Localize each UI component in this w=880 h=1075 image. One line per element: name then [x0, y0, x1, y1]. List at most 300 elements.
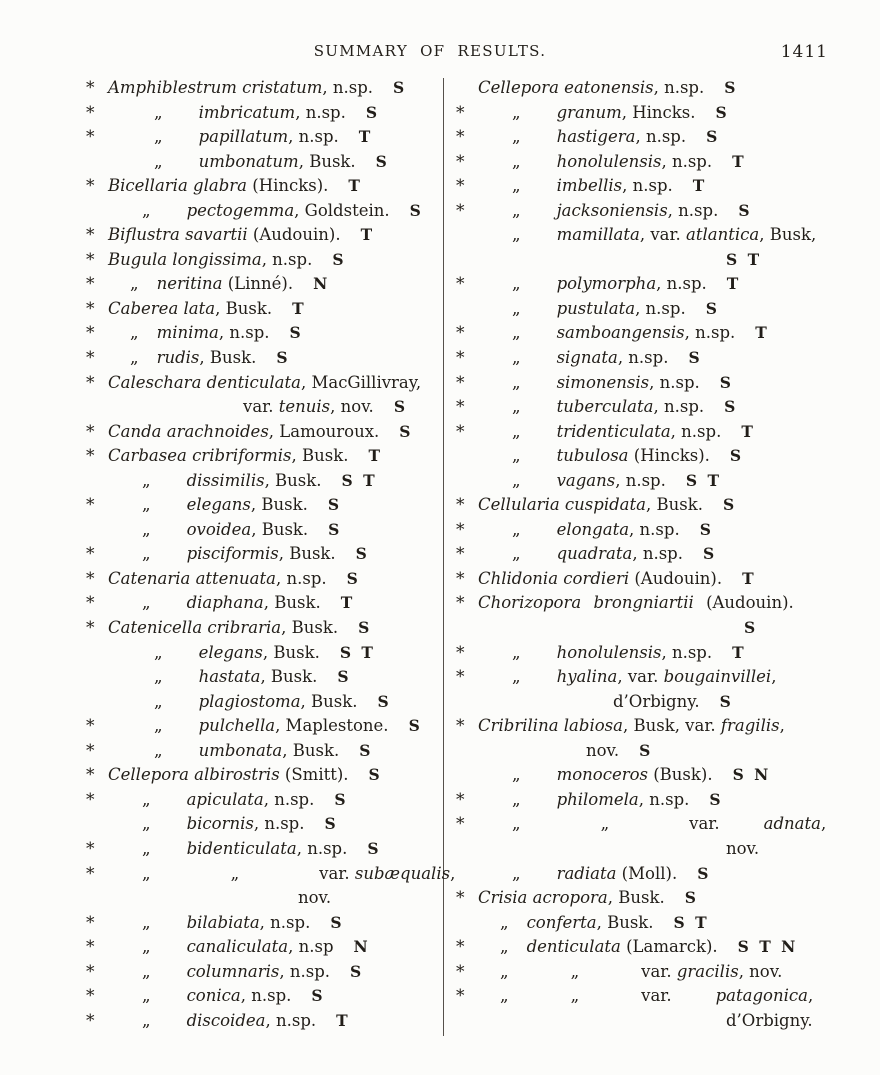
authority-text: , n.sp. — [629, 519, 680, 539]
ditto-mark: „ — [142, 495, 151, 515]
entry-line — [456, 714, 874, 739]
asterisk-marker: * — [456, 593, 465, 614]
entry-text — [108, 886, 435, 911]
entry-text — [108, 321, 435, 346]
ditto-mark: „ — [512, 544, 521, 564]
station-letters: S — [639, 740, 651, 760]
entry-text — [478, 272, 874, 297]
authority-text: , n.sp — [288, 937, 334, 957]
entry-text — [478, 420, 874, 445]
species-name: Caleschara denticulata — [108, 372, 301, 392]
asterisk-marker: * — [86, 421, 95, 442]
species-name: mamillata — [556, 225, 640, 245]
authority-text: , n.sp. — [263, 789, 315, 809]
authority-text: (Audouin). — [629, 568, 723, 588]
asterisk-marker: * — [86, 127, 95, 148]
species-name: columnaris — [186, 961, 280, 981]
species-name: plagiostoma — [198, 691, 301, 711]
species-name: conica — [186, 986, 241, 1006]
asterisk-marker: * — [86, 372, 95, 393]
station-letters: S — [409, 200, 421, 220]
asterisk-marker: * — [86, 838, 95, 859]
ditto-mark: „ — [600, 814, 610, 834]
entry-text — [108, 199, 435, 224]
entry-text — [108, 763, 435, 788]
species-name: Catenicella cribraria — [108, 618, 282, 638]
ditto-mark: „ — [512, 519, 521, 539]
entry-line — [456, 812, 874, 837]
asterisk-spacer — [456, 616, 478, 641]
authority-text: , Busk. — [281, 618, 339, 638]
asterisk-marker: * — [456, 274, 465, 295]
authority-text: , — [820, 814, 827, 834]
authority-text: , nov. — [738, 961, 783, 981]
species-name: imbricatum — [198, 102, 296, 122]
entry-text — [108, 395, 435, 420]
entry-line — [456, 788, 874, 813]
entry-line — [86, 371, 435, 396]
entry-text — [108, 542, 435, 567]
asterisk-marker: * — [86, 323, 95, 344]
entry-text — [108, 223, 435, 248]
ditto-mark: „ — [142, 1010, 151, 1030]
authority-text: , Busk. — [596, 912, 654, 932]
station-letters: S — [346, 568, 358, 588]
ditto-mark: „ — [512, 446, 521, 466]
station-letters: S — [724, 397, 736, 417]
entry-line — [86, 76, 435, 101]
ditto-mark: „ — [142, 470, 151, 490]
species-name: elongata — [556, 519, 630, 539]
entry-line — [86, 150, 435, 175]
asterisk-marker: * — [456, 151, 465, 172]
authority-text: , n.sp. — [253, 814, 305, 834]
species-name: vagans — [556, 470, 616, 490]
entry-line — [86, 739, 435, 764]
entry-text — [478, 714, 874, 739]
entry-text — [478, 469, 874, 494]
asterisk-marker: * — [456, 397, 465, 418]
entry-text — [108, 591, 435, 616]
ditto-mark: „ — [154, 151, 163, 171]
entry-text — [108, 518, 435, 543]
station-letters: N — [353, 937, 368, 957]
ditto-mark: „ — [512, 151, 521, 171]
authority-text: , n.sp. — [638, 789, 690, 809]
entry-line — [456, 371, 874, 396]
species-name: Cribrilina labiosa — [478, 716, 623, 736]
authority-text: , Busk. — [251, 519, 309, 539]
station-letters: S T — [685, 470, 719, 490]
entry-line — [86, 591, 435, 616]
authority-text: , n.sp. — [653, 78, 705, 97]
asterisk-marker: * — [86, 961, 95, 982]
ditto-mark: „ — [500, 986, 509, 1006]
species-name: polymorpha — [556, 274, 657, 294]
ditto-mark: „ — [512, 348, 521, 368]
species-name: pulchella — [198, 716, 276, 736]
station-letters: T — [741, 421, 753, 441]
species-name: imbellis — [556, 176, 623, 196]
authority-text: , n.sp. — [635, 298, 686, 318]
entry-line — [86, 174, 435, 199]
species-name: Amphiblestrum cristatum — [108, 78, 323, 97]
entry-text — [108, 690, 435, 715]
entry-line — [456, 444, 874, 469]
ditto-mark: „ — [142, 519, 151, 539]
authority-text: (Moll). — [616, 863, 678, 883]
entry-text — [478, 788, 874, 813]
species-name: tubulosa — [556, 446, 629, 466]
station-letters: S — [399, 421, 411, 441]
ditto-mark: „ — [512, 642, 521, 662]
entry-text — [108, 812, 435, 837]
asterisk-marker: * — [86, 446, 95, 467]
species-name: tridenticulata — [556, 421, 671, 441]
ditto-mark: „ — [512, 298, 521, 318]
ditto-mark: „ — [512, 127, 521, 147]
station-letters: S — [688, 348, 700, 368]
station-letters: T — [726, 274, 739, 294]
ditto-mark: „ — [512, 814, 521, 834]
species-name: umbonata — [198, 740, 283, 760]
entry-text — [478, 960, 874, 985]
authority-text: , n.sp. — [615, 470, 666, 490]
species-name: Bicellaria glabra — [108, 176, 248, 196]
entry-line — [456, 739, 874, 764]
asterisk-spacer — [86, 395, 108, 420]
entry-text — [108, 371, 435, 396]
asterisk-marker: * — [456, 176, 465, 197]
asterisk-spacer — [456, 911, 478, 936]
asterisk-marker: * — [86, 716, 95, 737]
station-letters: S — [719, 691, 731, 711]
station-letters: T — [732, 642, 744, 662]
asterisk-marker: * — [456, 642, 465, 663]
authority-text: , n.sp. — [261, 249, 313, 269]
entry-line — [86, 690, 435, 715]
entry-line — [86, 469, 435, 494]
entry-text — [108, 984, 435, 1009]
entry-text — [478, 395, 874, 420]
authority-text: , Busk, — [759, 225, 817, 245]
species-name: diaphana — [186, 593, 264, 613]
ditto-mark: „ — [130, 274, 139, 294]
asterisk-marker: * — [456, 200, 465, 221]
ditto-mark: „ — [142, 838, 151, 858]
station-letters: T — [755, 323, 767, 343]
asterisk-spacer — [86, 665, 108, 690]
entry-line — [456, 346, 874, 371]
entry-line — [456, 567, 874, 592]
station-letters: T — [368, 446, 381, 466]
entry-line — [86, 395, 435, 420]
entry-line — [456, 76, 874, 101]
entry-line — [86, 420, 435, 445]
entry-text — [478, 886, 874, 911]
authority-text: nov. — [298, 888, 332, 908]
authority-text: , Hincks. — [621, 102, 696, 122]
entry-line — [86, 935, 435, 960]
entry-line — [86, 223, 435, 248]
entry-line — [86, 297, 435, 322]
entry-text — [478, 812, 874, 837]
asterisk-spacer — [456, 469, 478, 494]
species-name: simonensis — [556, 372, 650, 392]
species-name: granum — [556, 102, 622, 122]
ditto-mark: „ — [142, 593, 151, 613]
authority-text: , Busk. — [291, 446, 349, 466]
station-letters: S — [334, 789, 346, 809]
authority-text: , Busk. — [264, 470, 322, 490]
entry-line — [86, 346, 435, 371]
entry-text — [108, 665, 435, 690]
entry-text — [108, 125, 435, 150]
station-letters: S — [375, 151, 387, 171]
asterisk-marker: * — [456, 667, 465, 688]
entry-line — [86, 199, 435, 224]
station-letters: S — [324, 814, 336, 834]
asterisk-marker: * — [86, 765, 95, 786]
station-letters: S — [367, 838, 379, 858]
authority-text: , n.sp. — [218, 323, 270, 343]
species-name: Crisia acropora — [478, 888, 608, 908]
authority-text: , n.sp. — [276, 568, 327, 588]
asterisk-marker: * — [456, 421, 465, 442]
authority-text: (Hincks). — [628, 446, 710, 466]
authority-text: , — [807, 986, 814, 1006]
entry-line — [456, 321, 874, 346]
entry-text — [478, 984, 874, 1009]
species-name: bicornis — [186, 814, 254, 834]
asterisk-marker: * — [86, 986, 95, 1007]
entry-line — [86, 567, 435, 592]
entry-text — [478, 862, 874, 887]
entry-line — [456, 223, 874, 248]
station-letters: S — [722, 495, 735, 515]
station-letters: S — [393, 397, 406, 417]
station-letters: S — [697, 863, 709, 883]
asterisk-marker: * — [456, 716, 465, 737]
entry-line — [86, 763, 435, 788]
asterisk-marker: * — [86, 789, 95, 810]
entry-line — [86, 886, 435, 911]
species-name: patagonica — [715, 986, 808, 1006]
species-name: tuberculata — [556, 397, 654, 417]
asterisk-spacer — [456, 837, 478, 862]
entry-line — [86, 788, 435, 813]
entry-line — [86, 125, 435, 150]
entry-line — [86, 1009, 435, 1034]
ditto-mark: „ — [512, 789, 521, 809]
entry-text — [478, 542, 874, 567]
asterisk-marker: * — [456, 127, 465, 148]
station-letters: S — [358, 618, 370, 638]
authority-text: , n.sp. — [265, 1010, 317, 1030]
authority-text: , n.sp. — [670, 421, 722, 441]
asterisk-marker: * — [456, 814, 465, 835]
authority-text: (Audouin). — [693, 593, 794, 613]
asterisk-spacer — [456, 444, 478, 469]
asterisk-marker: * — [86, 912, 95, 933]
entry-text — [108, 297, 435, 322]
asterisk-spacer — [86, 150, 108, 175]
species-name: subæqualis — [354, 863, 451, 883]
entry-text — [478, 1009, 874, 1034]
entry-text — [478, 591, 874, 616]
station-letters: S — [377, 691, 389, 711]
authority-text: , n.sp. — [295, 102, 346, 122]
authority-text: var. — [689, 814, 720, 834]
authority-text: , Busk. — [298, 151, 356, 171]
authority-text: d’Orbigny. — [726, 1010, 813, 1030]
authority-text: (Busk). — [648, 765, 713, 785]
species-name: Caberea lata — [108, 298, 216, 318]
entry-text — [478, 739, 874, 764]
asterisk-marker: * — [86, 1010, 95, 1031]
entry-line — [456, 101, 874, 126]
authority-text: (Audouin). — [247, 225, 341, 245]
asterisk-marker: * — [456, 519, 465, 540]
authority-text: , Lamouroux. — [268, 421, 380, 441]
station-letters: S — [699, 519, 711, 539]
station-letters: S — [350, 961, 362, 981]
asterisk-marker: * — [86, 78, 95, 98]
entry-line — [456, 911, 874, 936]
ditto-mark: „ — [142, 200, 151, 220]
station-letters: S — [365, 102, 378, 122]
station-letters: T — [732, 151, 744, 171]
entry-text — [108, 960, 435, 985]
species-name: umbonatum — [198, 151, 299, 171]
authority-text: var. — [641, 961, 677, 981]
species-name: adnata — [763, 814, 821, 834]
entry-text — [108, 272, 435, 297]
station-letters: S T — [339, 642, 373, 662]
entry-line — [456, 690, 874, 715]
station-letters: S N — [732, 765, 769, 785]
species-name: tenuis — [278, 397, 331, 417]
station-letters: S — [276, 348, 288, 368]
asterisk-marker: * — [456, 961, 465, 982]
station-letters: S T — [726, 249, 760, 269]
authority-text: , nov. — [330, 397, 374, 417]
station-letters: T — [692, 176, 705, 196]
entry-text — [478, 174, 874, 199]
station-letters: S — [289, 323, 301, 343]
ditto-mark: „ — [512, 372, 521, 392]
entry-line — [456, 1009, 874, 1034]
asterisk-marker: * — [86, 348, 95, 369]
ditto-mark: „ — [142, 814, 151, 834]
authority-text: , var. — [639, 225, 687, 245]
species-name: Carbasea cribriformis — [108, 446, 292, 466]
species-name: bougainvillei — [663, 667, 772, 687]
asterisk-marker: * — [456, 568, 465, 589]
asterisk-marker: * — [456, 544, 465, 565]
asterisk-marker: * — [456, 789, 465, 810]
station-letters: S — [702, 544, 715, 564]
asterisk-marker: * — [86, 568, 95, 589]
ditto-mark: „ — [512, 470, 521, 490]
asterisk-marker: * — [86, 298, 95, 319]
station-letters: S — [359, 740, 371, 760]
entry-text — [478, 297, 874, 322]
authority-text: , n.sp. — [296, 838, 348, 858]
entry-line — [86, 542, 435, 567]
authority-text: , var. — [617, 667, 664, 687]
station-letters: S — [738, 200, 750, 220]
species-name: denticulata — [526, 937, 621, 957]
ditto-mark: „ — [512, 225, 521, 245]
entry-line — [456, 616, 874, 641]
asterisk-spacer — [456, 862, 478, 887]
ditto-mark: „ — [512, 765, 521, 785]
authority-text: , Busk. — [263, 593, 321, 613]
authority-text: (Linné). — [222, 274, 294, 294]
authority-text: , Busk. — [262, 642, 320, 662]
asterisk-spacer — [456, 739, 478, 764]
entry-line — [86, 518, 435, 543]
entry-text — [108, 469, 435, 494]
species-name: canaliculata — [186, 937, 289, 957]
asterisk-marker: * — [86, 102, 95, 123]
asterisk-marker: * — [456, 372, 465, 393]
entry-text — [478, 76, 874, 101]
ditto-mark: „ — [154, 667, 163, 687]
authority-text: , n.sp. — [661, 642, 713, 662]
entry-line — [456, 763, 874, 788]
authority-text: , n.sp. — [259, 912, 311, 932]
species-name: dissimilis — [186, 470, 265, 490]
ditto-mark: „ — [142, 937, 151, 957]
station-letters: T — [336, 1010, 348, 1030]
authority-text: , Goldstein. — [294, 200, 390, 220]
entry-line — [86, 321, 435, 346]
species-name: quadrata — [556, 544, 633, 564]
station-letters: S — [724, 78, 736, 97]
species-name: ovoidea — [186, 519, 252, 539]
authority-text: , n.sp. — [622, 176, 673, 196]
species-name: monoceros — [556, 765, 648, 785]
authority-text: , Maplestone. — [275, 716, 389, 736]
authority-text: , Busk. — [645, 495, 703, 515]
ditto-mark: „ — [154, 642, 163, 662]
entry-line — [456, 518, 874, 543]
station-letters: S — [408, 716, 420, 736]
entry-text — [108, 862, 456, 887]
ditto-mark: „ — [154, 740, 163, 760]
entry-text — [478, 690, 874, 715]
authority-text: , n.sp. — [617, 348, 669, 368]
entry-line — [86, 101, 435, 126]
authority-text: , n.sp. — [632, 544, 683, 564]
authority-text: , n.sp. — [649, 372, 700, 392]
station-letters: S — [709, 789, 721, 809]
station-letters: T — [292, 298, 304, 318]
species-name: radiata — [556, 863, 617, 883]
species-name: fragilis — [720, 716, 780, 736]
entry-text — [478, 935, 874, 960]
entry-text — [478, 199, 874, 224]
entry-line — [86, 665, 435, 690]
entry-line — [456, 395, 874, 420]
ditto-mark: „ — [142, 986, 151, 1006]
ditto-mark: „ — [512, 397, 521, 417]
entry-text — [478, 125, 874, 150]
ditto-mark: „ — [512, 176, 521, 196]
ditto-mark: „ — [512, 200, 521, 220]
